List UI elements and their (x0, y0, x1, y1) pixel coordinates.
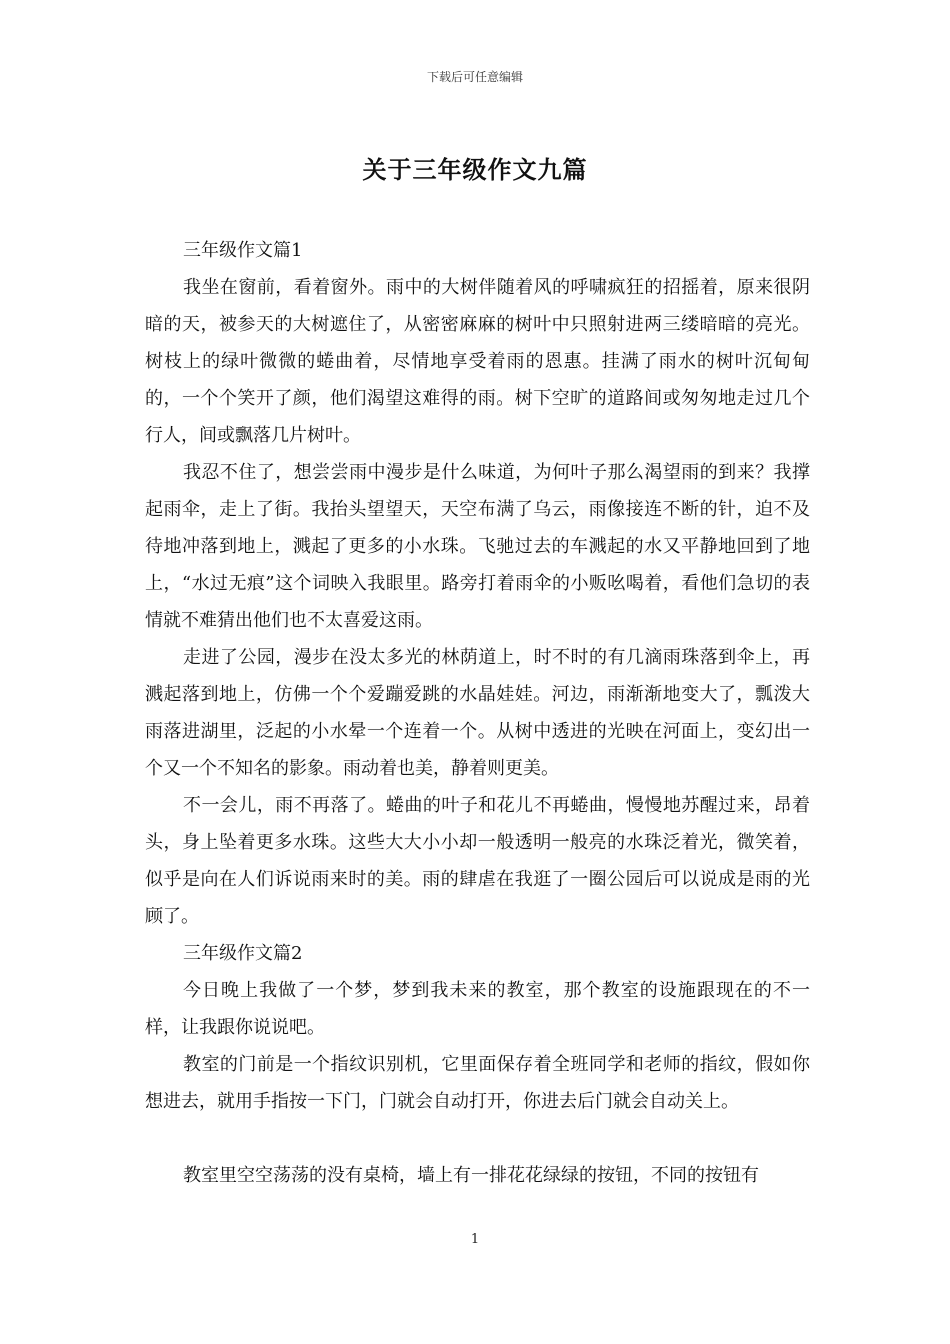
paragraph: 今日晚上我做了一个梦，梦到我未来的教室，那个教室的设施跟现在的不一样，让我跟你说说吧。 (145, 980, 810, 1038)
paragraph: 教室里空空荡荡的没有桌椅，墙上有一排花花绿绿的按钮，不同的按钮有 (183, 1165, 759, 1186)
section-heading: 三年级作文篇2 (183, 943, 303, 964)
paragraph: 我忍不住了，想尝尝雨中漫步是什么味道，为何叶子那么渴望雨的到来？我撑起雨伞，走上了街。我抬头望望天，天空布满了乌云，雨像接连不断的针，迫不及待地冲落到地上，溅起了更多的小水珠。飞驰过去的车溅起的水又平静地回到了地上，“水过无痕”这个词映入我眼里。路旁打着雨伞的小贩吆喝着，看他们急切的表情就不难猜出他们也不太喜爱这雨。 (145, 462, 810, 631)
paragraph: 教室的门前是一个指纹识别机，它里面保存着全班同学和老师的指纹，假如你想进去，就用手指按一下门，门就会自动打开，你进去后门就会自动关上。 (145, 1054, 810, 1112)
document-body (145, 232, 810, 1194)
header-note: 下载后可任意编辑 (426, 70, 523, 84)
page-number: 1 (470, 1232, 480, 1247)
paragraph: 不一会儿，雨不再落了。蜷曲的叶子和花儿不再蜷曲，慢慢地苏醒过来，昂着头，身上坠着更多水珠。这些大大小小却一般透明一般亮的水珠泛着光，微笑着，似乎是向在人们诉说雨来时的美。雨的肆虐在我逛了一圈公园后可以说成是雨的光顾了。 (145, 795, 810, 927)
paragraph: 走进了公园，漫步在没太多光的林荫道上，时不时的有几滴雨珠落到伞上，再溅起落到地上，仿佛一个个爱蹦爱跳的水晶娃娃。河边，雨渐渐地变大了，瓢泼大雨落进湖里，泛起的小水晕一个连着一个。从树中透进的光映在河面上，变幻出一个又一个不知名的影象。雨动着也美，静着则更美。 (145, 647, 810, 779)
section-heading: 三年级作文篇1 (183, 240, 303, 261)
paragraph: 我坐在窗前，看着窗外。雨中的大树伴随着风的呼啸疯狂的招摇着，原来很阴暗的天，被参天的大树遮住了，从密密麻麻的树叶中只照射进两三缕暗暗的亮光。树枝上的绿叶微微的蜷曲着，尽情地享受着雨的恩惠。挂满了雨水的树叶沉甸甸的，一个个笑开了颜，他们渴望这难得的雨。树下空旷的道路间或匆匆地走过几个行人，间或飘落几片树叶。 (145, 277, 810, 446)
document-title: 关于三年级作文九篇 (362, 156, 588, 184)
blank-line (145, 1120, 810, 1157)
